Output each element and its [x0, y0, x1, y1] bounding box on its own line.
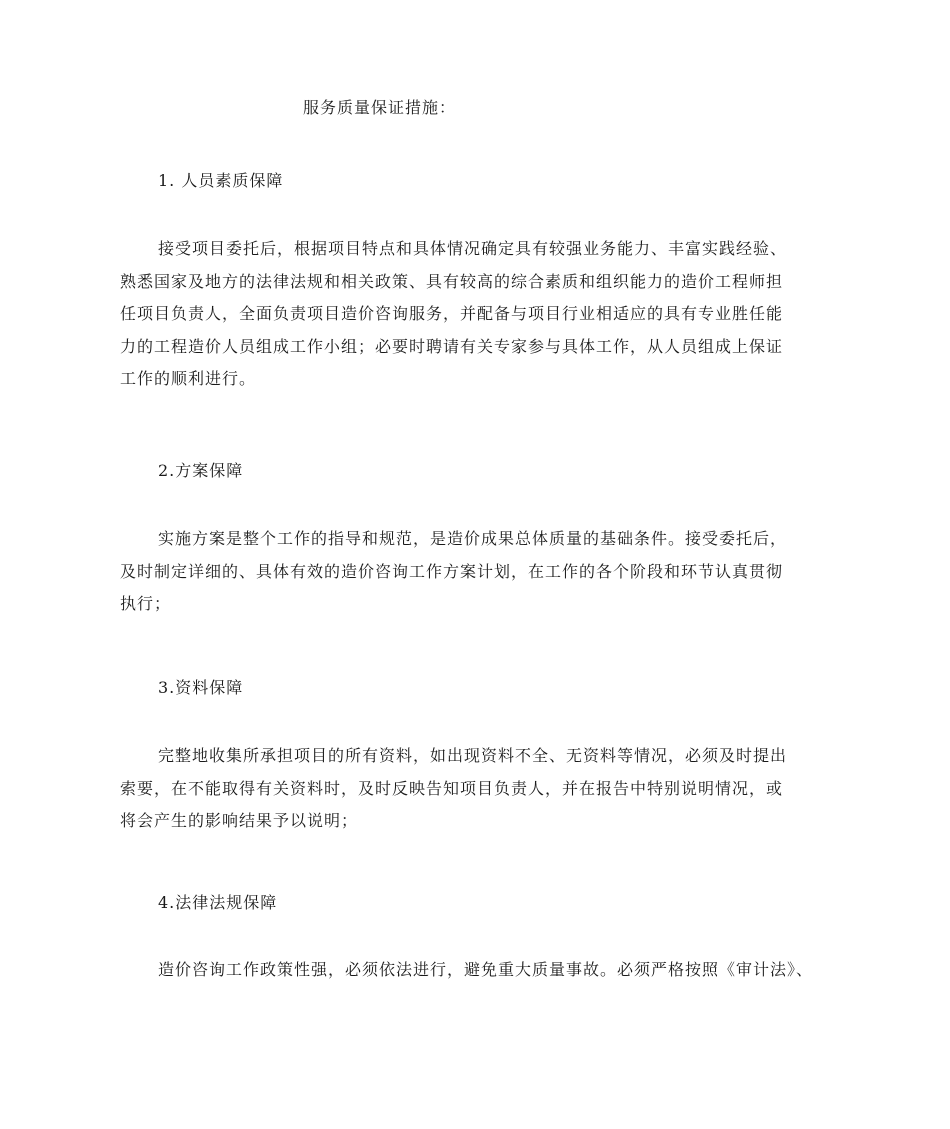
section-heading-materials: 3.资料保障	[158, 678, 244, 697]
paragraph-line: 力的工程造价人员组成工作小组；必要时聘请有关专家参与具体工作，从人员组成上保证	[120, 336, 784, 356]
paragraph-line: 及时制定详细的、具体有效的造价咨询工作方案计划，在工作的各个阶段和环节认真贯彻	[120, 561, 784, 581]
paragraph-line: 执行；	[120, 594, 172, 613]
paragraph-line: 接受项目委托后，根据项目特点和具体情况确定具有较强业务能力、丰富实践经验、	[158, 239, 788, 258]
paragraph-line: 任项目负责人，全面负责项目造价咨询服务，并配备与项目行业相适应的具有专业胜任能	[120, 304, 784, 323]
paragraph-line: 完整地收集所承担项目的所有资料，如出现资料不全、无资料等情况，必须及时提出	[158, 746, 788, 765]
paragraph-line: 熟悉国家及地方的法律法规和相关政策、具有较高的综合素质和组织能力的造价工程师担	[120, 271, 784, 291]
paragraph-line: 造价咨询工作政策性强，必须依法进行，避免重大质量事故。必须严格按照《审计法》、	[158, 960, 814, 979]
paragraph-line: 索要，在不能取得有关资料时，及时反映告知项目负责人，并在报告中特别说明情况，或	[120, 778, 784, 798]
paragraph-line: 将会产生的影响结果予以说明；	[120, 811, 359, 830]
section-body-materials	[120, 740, 840, 838]
section-heading-personnel: 1. 人员素质保障	[158, 171, 284, 190]
paragraph-line: 实施方案是整个工作的指导和规范，是造价成果总体质量的基础条件。接受委托后，	[158, 529, 788, 548]
section-heading-plan: 2.方案保障	[158, 461, 244, 480]
section-body-legal	[120, 954, 840, 987]
document-title: 服务质量保证措施：	[303, 98, 457, 117]
section-body-personnel	[120, 233, 840, 396]
section-body-plan	[120, 523, 840, 621]
section-heading-legal: 4.法律法规保障	[158, 893, 278, 912]
paragraph-line: 工作的顺利进行。	[120, 369, 257, 388]
